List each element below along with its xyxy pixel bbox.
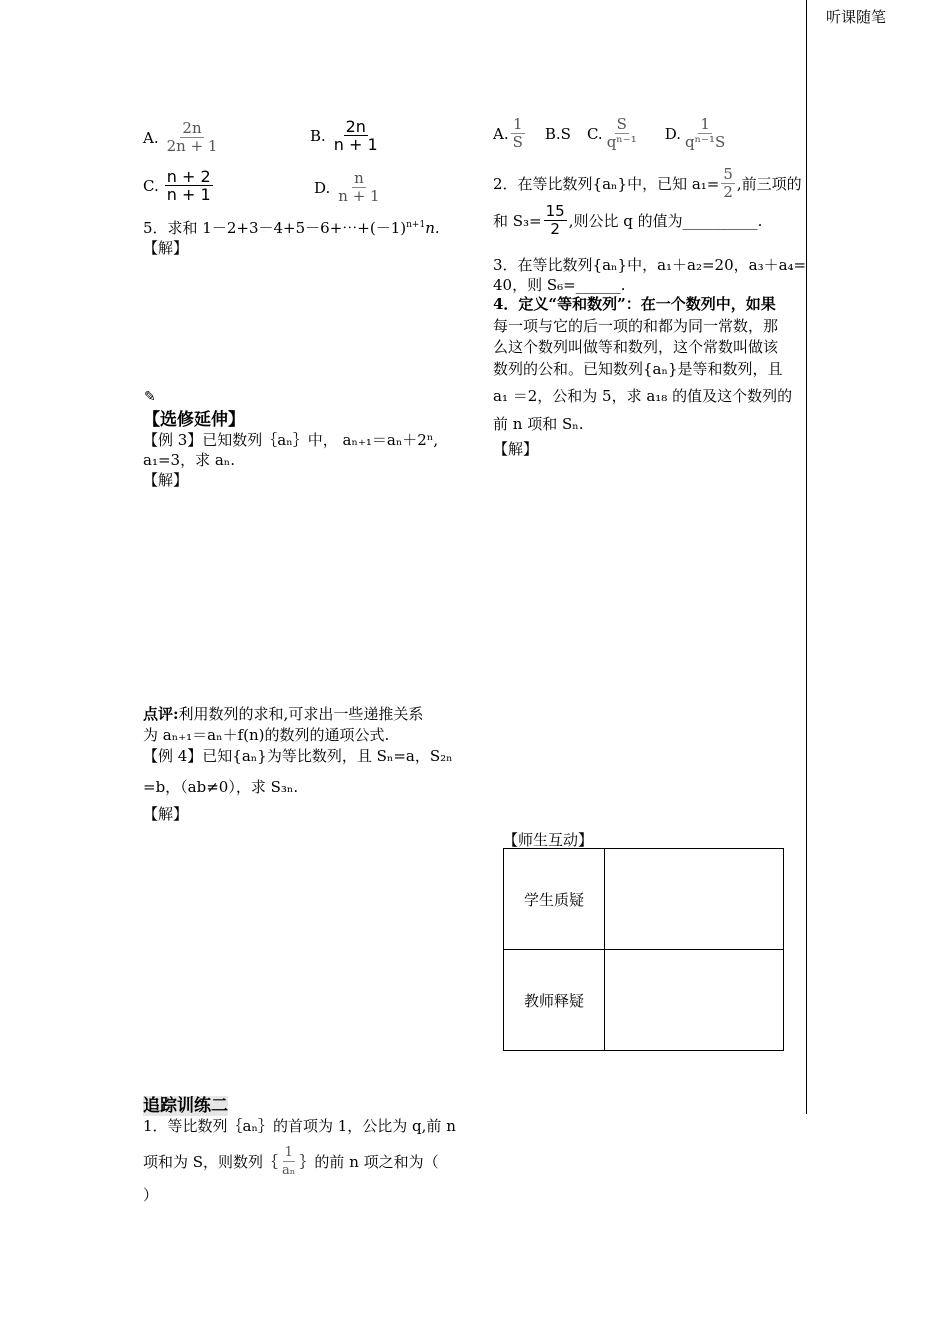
example-3 xyxy=(143,410,473,490)
tracking-q1-prefix: 项和为 S，则数列｛ xyxy=(143,1152,279,1171)
answer-label: 【解】 xyxy=(143,239,189,257)
pen-icon: ✎ xyxy=(144,389,156,405)
row-label-student-questions: 学生质疑 xyxy=(504,849,605,950)
fraction-numerator: 1 xyxy=(700,115,710,133)
answer-options-q1 xyxy=(493,116,729,151)
answer-option-c-fraction xyxy=(605,116,639,151)
tracking-practice xyxy=(143,1096,473,1205)
question-4-line6: 前 n 项和 Sₙ. xyxy=(493,414,584,433)
option-b xyxy=(310,118,382,153)
tracking-q1-line1: 1．等比数列｛aₙ｝的首项为 1，公比为 q,前 n xyxy=(143,1117,456,1135)
notes-column-title: 听课随笔 xyxy=(826,8,887,26)
fraction-numerator: 2n xyxy=(345,117,366,136)
fraction-numerator: 1 xyxy=(512,115,523,133)
option-d-label: D. xyxy=(314,178,331,197)
fraction-denominator: n + 1 xyxy=(333,135,378,154)
option-b-label: B. xyxy=(310,126,326,145)
fraction-numerator: 15 xyxy=(545,202,565,220)
example-3-line1: 【例 3】已知数列｛aₙ｝中， aₙ₊₁＝aₙ＋2ⁿ, xyxy=(143,431,439,449)
fraction-numerator: 1 xyxy=(284,1145,293,1160)
option-c-fraction xyxy=(165,168,213,203)
fraction-denominator: 2 xyxy=(550,220,560,238)
interaction-title: 【师生互动】 xyxy=(503,831,594,849)
question-2-fraction-s3 xyxy=(544,203,567,238)
answer-option-d-fraction xyxy=(683,116,727,151)
question-4-line4: 数列的公和。已知数列{aₙ}是等和数列，且 xyxy=(493,359,783,378)
question-2-prefix: 2．在等比数列{aₙ}中，已知 a₁= xyxy=(493,174,720,193)
example-3-line2: a₁=3，求 aₙ. xyxy=(143,451,236,469)
option-d xyxy=(314,170,384,205)
option-b-fraction xyxy=(332,118,380,153)
section-heading-tracking: 追踪训练二 xyxy=(143,1096,228,1116)
question-4-line5: a₁ ＝2，公和为 5，求 a₁₈ 的值及这个数列的 xyxy=(493,387,793,405)
answer-option-c-label: C. xyxy=(586,124,603,143)
question-2-mid: ,前三项的 xyxy=(736,174,802,193)
question-4-line3: 么这个数列叫做等和数列，这个常数叫做该 xyxy=(493,338,779,356)
question-4 xyxy=(493,294,809,461)
table-row xyxy=(504,849,784,950)
fraction-denominator: qⁿ⁻¹S xyxy=(684,133,726,151)
answer-label: 【解】 xyxy=(143,471,189,489)
fraction-denominator: qⁿ⁻¹ xyxy=(606,133,637,151)
tracking-q1-suffix: ｝的前 n 项之和为（ xyxy=(299,1152,439,1171)
example-4-line1: 【例 4】已知{aₙ}为等比数列，且 Sₙ=a，S₂ₙ xyxy=(143,747,453,765)
comment-label: 点评: xyxy=(143,705,179,723)
question-2-sum-label: 和 S₃= xyxy=(493,211,542,230)
question-5-text xyxy=(143,215,463,238)
fraction-numerator: n xyxy=(354,169,364,187)
fraction-denominator: aₙ xyxy=(282,1163,296,1178)
example-4-line2: =b，（ab≠0），求 S₃ₙ. xyxy=(143,778,299,796)
tracking-q1-line2 xyxy=(143,1144,473,1179)
teacher-answers-field[interactable] xyxy=(605,950,784,1051)
question-2-line1 xyxy=(493,166,809,201)
section-heading-extension: 【选修延伸】 xyxy=(143,410,245,430)
option-a xyxy=(143,120,221,155)
table-row xyxy=(504,950,784,1051)
answer-option-d-label: D. xyxy=(664,124,681,143)
fraction-denominator: 2n + 1 xyxy=(166,137,218,155)
tracking-q1-line3: ） xyxy=(143,1186,159,1204)
answer-option-a xyxy=(493,116,527,151)
question-2 xyxy=(493,166,809,238)
fraction-denominator: n + 1 xyxy=(338,187,380,205)
option-a-fraction xyxy=(165,120,220,155)
option-a-label: A. xyxy=(143,128,159,147)
student-questions-field[interactable] xyxy=(605,849,784,950)
fraction-denominator: 2 xyxy=(723,183,733,201)
answer-label: 【解】 xyxy=(493,440,539,458)
question-3-line2: 40，则 S₆=______. xyxy=(493,276,626,294)
option-d-fraction xyxy=(336,170,381,205)
question-5-exponent: n+1 xyxy=(406,220,426,230)
question-4-line1: 4．定义“等和数列”：在一个数列中，如果 xyxy=(493,295,776,313)
option-c-label: C. xyxy=(143,176,159,195)
tracking-q1-fraction xyxy=(280,1144,297,1179)
fraction-numerator: S xyxy=(616,115,627,133)
question-5 xyxy=(143,215,463,258)
answer-option-d xyxy=(665,116,730,151)
answer-label: 【解】 xyxy=(143,805,189,823)
comment-text: 利用数列的求和,可求出一些递推关系 xyxy=(178,705,424,723)
fraction-numerator: 2n xyxy=(182,119,202,137)
question-3-line1: 3．在等比数列{aₙ}中，a₁＋a₂=20，a₃＋a₄= xyxy=(493,256,807,274)
question-5-suffix: n. xyxy=(425,219,440,237)
answer-option-a-fraction xyxy=(511,116,525,151)
answer-option-b: B.S xyxy=(544,124,571,143)
interaction-table xyxy=(503,848,784,1051)
question-4-line2: 每一项与它的后一项的和都为同一常数，那 xyxy=(493,316,779,335)
answer-option-a-label: A. xyxy=(493,124,509,143)
question-5-prefix: 5．求和 1－2+3－4+5－6+⋯+(－1) xyxy=(143,219,407,237)
answer-option-c xyxy=(587,116,641,151)
question-2-fraction-a1 xyxy=(721,166,735,201)
row-label-teacher-answers: 教师释疑 xyxy=(504,950,605,1051)
fraction-denominator: n + 1 xyxy=(166,185,211,204)
fraction-numerator: 5 xyxy=(723,165,733,183)
comment-block xyxy=(143,704,473,825)
option-c xyxy=(143,168,215,203)
fraction-numerator: n + 2 xyxy=(166,167,211,186)
fraction-denominator: S xyxy=(512,133,523,151)
question-3 xyxy=(493,255,809,295)
question-2-line2 xyxy=(493,203,809,238)
comment-line2: 为 aₙ₊₁＝aₙ＋f(n)的数列的通项公式. xyxy=(143,726,390,744)
question-2-suffix: ,则公比 q 的值为__________. xyxy=(568,211,763,230)
